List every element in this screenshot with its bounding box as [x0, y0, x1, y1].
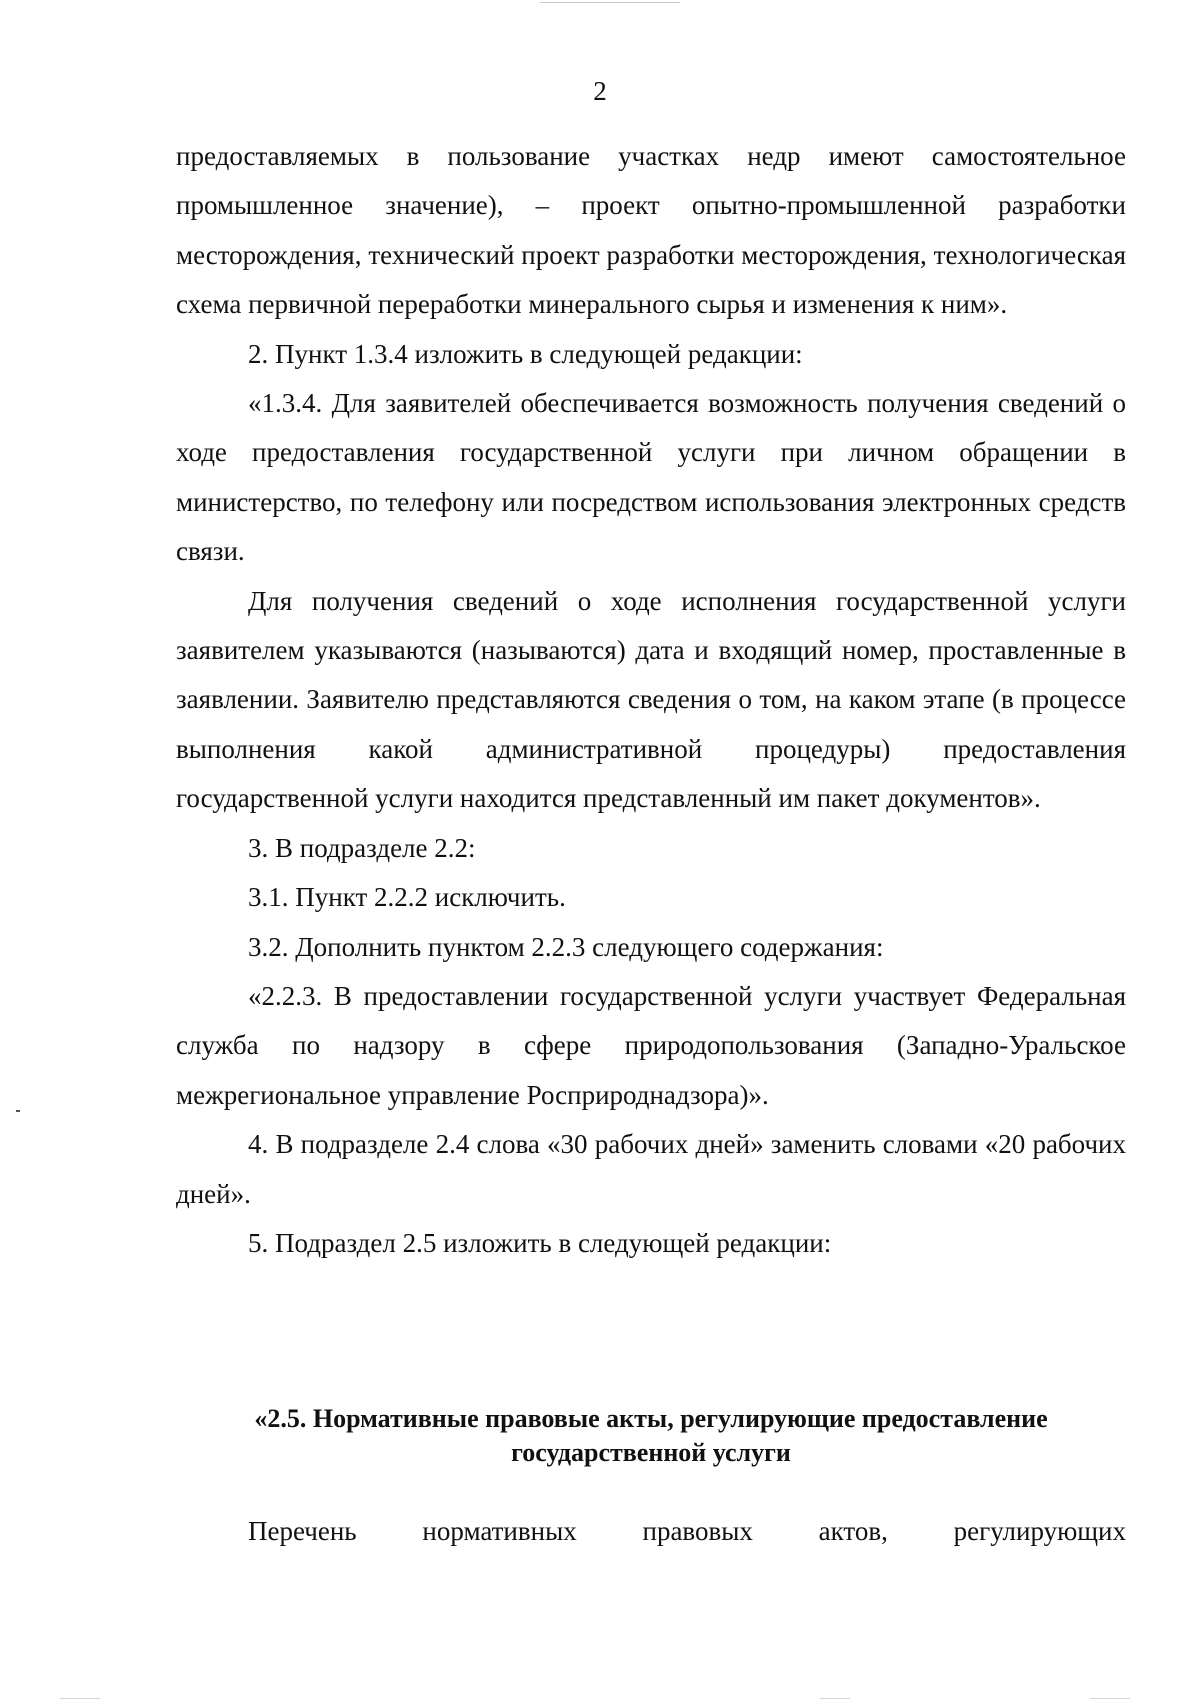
scan-artifact-top — [540, 2, 680, 3]
section-heading-2-5 — [176, 1402, 1126, 1470]
paragraph-list-intro: Перечень нормативных правовых актов, регулирующих — [248, 1516, 1126, 1546]
paragraph-quote-2-2-3: «2.2.3. В предоставлении государственной услуги участвует Федеральная служба по надзору в сфере природопользования (Западно-Уральское межрегиональное управление Росприроднадзора)». — [176, 980, 1126, 1110]
scan-artifact-bottom-3 — [1090, 1698, 1130, 1699]
paragraph-item-4: 4. В подразделе 2.4 слова «30 рабочих дней» заменить словами «20 рабочих дней». — [176, 1129, 1126, 1209]
paragraph-item-3-2: 3.2. Дополнить пунктом 2.2.3 следующего содержания: — [248, 931, 884, 962]
paragraph-status-info: Для получения сведений о ходе исполнения государственной услуги заявителем указываются (называются) дата и входящий номер, проставленные в заявлении. Заявителю представляются сведения о том, на каком этапе (в процессе выполнения какой административной процедуры) предоставления государственной услуги находится представленный им пакет документов». — [176, 585, 1126, 814]
paragraph-continuation: предоставляемых в пользование участках недр имеют самостоятельное промышленное значение), – проект опытно-промышленной разработки месторождения, технический проект разработки месторождения, технологическая схема первичной переработки минерального сырья и изменения к ним». — [176, 141, 1126, 320]
section-heading-line-1: «2.5. Нормативные правовые акты, регулирующие предоставление — [254, 1404, 1048, 1433]
page-number: 2 — [593, 76, 607, 106]
scan-top-marks — [0, 0, 1200, 8]
scan-artifact-bottom-1 — [60, 1698, 100, 1699]
scan-margin-mark — [16, 1110, 20, 1112]
paragraph-item-5: 5. Подраздел 2.5 изложить в следующей редакции: — [248, 1227, 832, 1258]
scan-bottom-marks — [0, 1696, 1200, 1702]
paragraph-item-3: 3. В подразделе 2.2: — [248, 832, 476, 863]
paragraph-quote-1-3-4: «1.3.4. Для заявителей обеспечивается возможность получения сведений о ходе предоставления государственной услуги при личном обращении в министерство, по телефону или посредством использования электронных средств связи. — [176, 388, 1126, 567]
section-heading-line-2: государственной услуги — [511, 1438, 791, 1467]
scan-artifact-bottom-2 — [820, 1698, 850, 1699]
paragraph-item-3-1: 3.1. Пункт 2.2.2 исключить. — [248, 882, 566, 913]
paragraph-item-2: 2. Пункт 1.3.4 изложить в следующей редакции: — [248, 338, 803, 369]
document-body — [176, 132, 1126, 1268]
